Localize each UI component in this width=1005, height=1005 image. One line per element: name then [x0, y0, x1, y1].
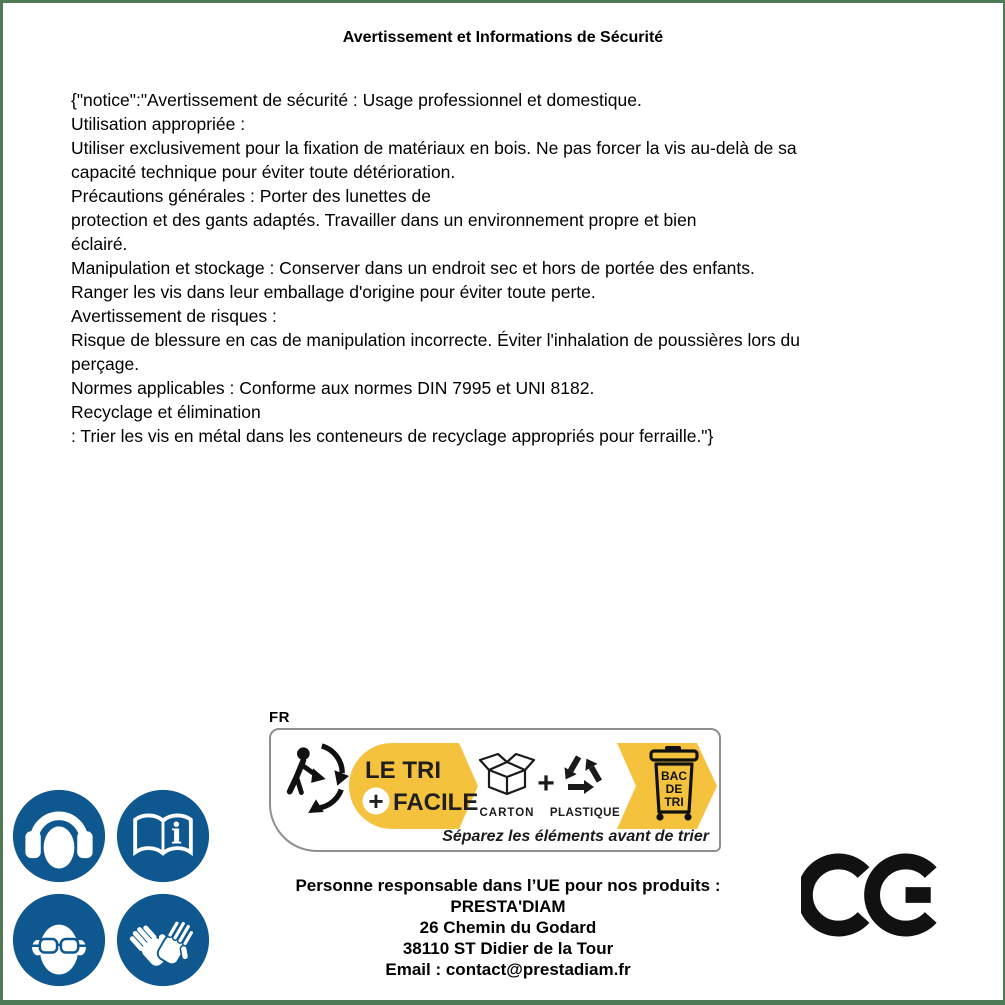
responsible-party-block	[243, 875, 773, 980]
material-1-label: CARTON	[479, 807, 535, 819]
safety-notice-text	[71, 88, 800, 448]
wear-protective-gloves-icon	[115, 892, 211, 988]
notice-line: Utilisation appropriée :	[71, 114, 246, 134]
responsible-intro: Personne responsable dans l’UE pour nos produits :	[295, 876, 721, 895]
country-code-label: FR	[269, 709, 290, 726]
brand-plus: +	[368, 786, 384, 816]
notice-line: perçage.	[71, 354, 140, 374]
materials-separator: +	[537, 767, 555, 800]
wear-ear-protection-icon	[11, 788, 107, 884]
read-instruction-manual-icon	[115, 788, 211, 884]
contact-email: Email : contact@prestadiam.fr	[385, 960, 631, 979]
address-line1: 26 Chemin du Godard	[419, 918, 597, 937]
tri-facile-band	[349, 743, 719, 829]
notice-line: éclairé.	[71, 234, 128, 254]
triman-box	[269, 728, 721, 852]
page-title: Avertissement et Informations de Sécurité	[342, 29, 664, 46]
notice-line: {"notice":"Avertissement de sécurité : Usage professionnel et domestique.	[71, 90, 642, 110]
notice-line: Normes applicables : Conforme aux normes DIN 7995 et UNI 8182.	[71, 378, 595, 398]
company-name: PRESTA'DIAM	[450, 897, 566, 916]
notice-line: Recyclage et élimination	[71, 402, 261, 422]
bin-label-line2: DE	[665, 782, 683, 796]
ce-mark-icon	[801, 845, 941, 945]
manual-info-letter: i	[170, 816, 182, 851]
notice-line: protection et des gants adaptés. Travailler dans un environnement propre et bien	[71, 210, 697, 230]
notice-line: Manipulation et stockage : Conserver dans un endroit sec et hors de portée des enfants.	[71, 258, 755, 278]
address-line2: 38110 ST Didier de la Tour	[402, 939, 614, 958]
bin-label-line3: TRI	[664, 795, 684, 809]
recycling-sorting-label	[269, 709, 721, 852]
sorting-tagline: Séparez les éléments avant de trier	[442, 828, 709, 845]
notice-line: Avertissement de risques :	[71, 306, 277, 326]
notice-line: Utiliser exclusivement pour la fixation de matériaux en bois. Ne pas forcer la vis au-delà de sa	[71, 138, 797, 158]
bin-label-line1: BAC	[661, 769, 687, 783]
notice-line: Risque de blessure en cas de manipulation incorrecte. Éviter l'inhalation de poussières lors du	[71, 330, 801, 350]
safety-pictograms	[11, 788, 211, 988]
wear-eye-protection-icon	[11, 892, 107, 988]
triman-icon	[281, 740, 349, 814]
material-2-label: PLASTIQUE	[549, 807, 621, 819]
brand-line2: FACILE	[393, 789, 479, 816]
notice-line: Précautions générales : Porter des lunettes de	[71, 186, 431, 206]
brand-line1: LE TRI	[365, 757, 441, 784]
notice-line: : Trier les vis en métal dans les conteneurs de recyclage appropriés pour ferraille."}	[71, 426, 714, 446]
notice-line: capacité technique pour éviter toute détérioration.	[71, 162, 456, 182]
notice-line: Ranger les vis dans leur emballage d'origine pour éviter toute perte.	[71, 282, 596, 302]
